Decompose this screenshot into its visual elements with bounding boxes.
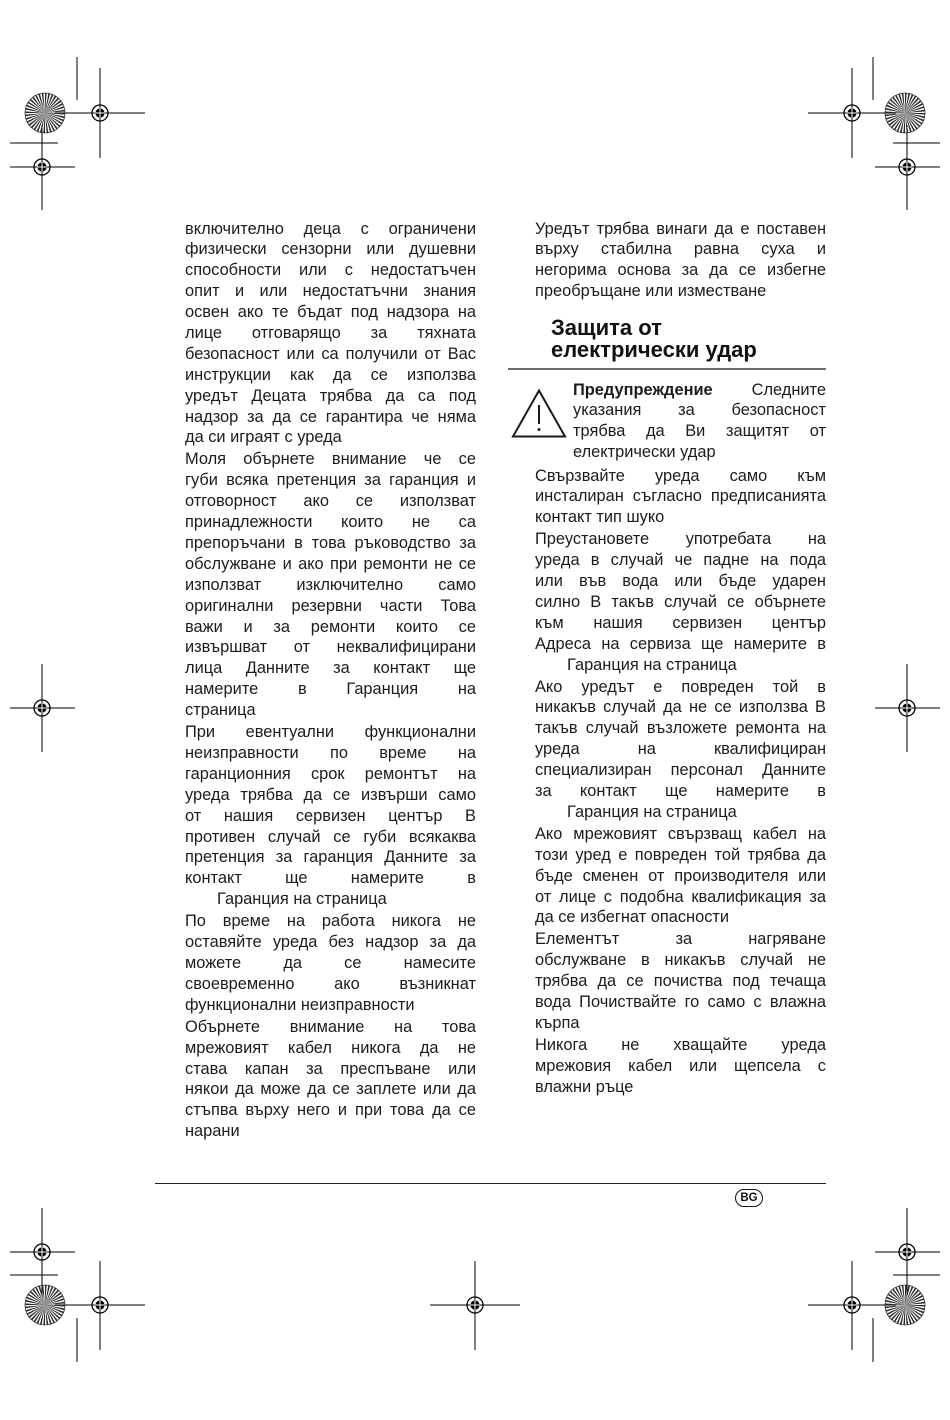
text-line: негорима основа за да се избегне (535, 261, 826, 280)
text-line: става капан за преспъване или (185, 1059, 476, 1078)
text-line: По време на работа никога не (185, 912, 476, 931)
text-line: инструкции как да се използва (185, 365, 476, 384)
text-line: електрически удар (573, 443, 716, 462)
text-line: гаранционния срок ремонтът на (185, 764, 476, 783)
text-line: от нашия сервизен център В (185, 806, 476, 825)
text-line: функционални неизправности (185, 995, 415, 1014)
warning-text: Следните (751, 380, 826, 399)
text-line: своевременно ако възникнат (185, 974, 476, 993)
sunburst-target-icon (885, 1285, 925, 1325)
registration-mark-icon (843, 104, 862, 123)
text-line: бъде сменен от производителя или (535, 866, 826, 885)
text-line: намерите в Гаранция на (185, 680, 476, 699)
paragraph-wet-hands (535, 1035, 826, 1098)
paragraph-placement (535, 219, 826, 303)
text-line: физически сензорни или душевни (185, 240, 476, 259)
paragraph-socket (535, 466, 826, 529)
text-line: безопасност или са получили от Вас (185, 344, 476, 363)
text-line: оригинални резервни части Това (185, 596, 476, 615)
registration-mark-icon (33, 158, 52, 177)
text-line: можете да се намесите (185, 953, 476, 972)
paragraph-heating-element (535, 929, 826, 1033)
warning-notice (573, 381, 826, 465)
paragraph-damaged-cable (535, 824, 826, 928)
text-line: Гаранция на страница (567, 655, 737, 674)
text-line: освен ако те бъдат под надзора на (185, 303, 476, 322)
text-line: оставяйте уреда без надзор за да (185, 933, 476, 952)
registration-mark-icon (91, 1296, 110, 1315)
text-line: влажни ръце (535, 1077, 634, 1096)
text-line: извършват от неквалифицирани (185, 638, 476, 657)
registration-mark-icon (33, 1243, 52, 1262)
text-line: стъпва върху него и при това да се (185, 1101, 476, 1120)
text-line: страница (185, 701, 256, 720)
text-line: неизправности по време на (185, 743, 476, 762)
heading-divider (508, 368, 826, 371)
paragraph-warranty-accessories (185, 449, 476, 721)
section-heading-line: електрически удар (551, 337, 757, 362)
text-line: уреда трябва да се извърши само (185, 785, 476, 804)
text-line: към нашия сервизен център (535, 613, 826, 632)
registration-mark-icon (898, 699, 917, 718)
warning-triangle-icon (511, 388, 567, 439)
paragraph-supervision (185, 219, 476, 449)
text-line: или във вода или бъде ударен (535, 572, 826, 591)
text-line: указания за безопасност (573, 401, 826, 420)
text-line: уреда на квалифициран (535, 740, 826, 759)
text-line: този уред е повреден той трябва да (535, 845, 826, 864)
text-line: мрежовия кабел или щепсела с (535, 1056, 826, 1075)
text-line: Гаранция на страница (567, 802, 737, 821)
warning-label: Предупреждение (573, 380, 713, 399)
text-line: Обърнете внимание на това (185, 1017, 476, 1036)
paragraph-stop-use (535, 529, 826, 675)
text-line: контакт ще намерите в (185, 869, 476, 888)
left-column (185, 220, 476, 1145)
text-line: някои да може да се заплете или да (185, 1080, 476, 1099)
text-line: уреда в случай че падне на пода (535, 551, 826, 570)
registration-mark-icon (898, 1243, 917, 1262)
text-line: силно В такъв случай се обърнете (535, 592, 826, 611)
registration-mark-icon (91, 104, 110, 123)
footer-divider (155, 1183, 826, 1184)
text-line: използват изключително само (185, 575, 476, 594)
text-line: никакъв случай да не се използва В (535, 698, 826, 717)
text-line: включително деца с ограничени (185, 219, 476, 238)
paragraph-unattended (185, 911, 476, 1015)
text-line: кърпа (535, 1014, 580, 1033)
text-line: надзор за да се гарантира че няма (185, 407, 476, 426)
text-line: трябва да Ви защитят от (573, 422, 826, 441)
text-line: да се избегнат опасности (535, 908, 730, 927)
text-line: лица Данните за контакт ще (185, 659, 476, 678)
text-line: противен случай се губи всякаква (185, 827, 476, 846)
registration-mark-icon (898, 158, 917, 177)
text-line: уредът Децата трябва да са под (185, 386, 476, 405)
text-line: губи всяка претенция за гаранция и (185, 471, 476, 490)
text-line: При евентуални функционални (185, 723, 476, 742)
text-line: обслужване и ако при ремонти не се (185, 554, 476, 573)
right-column-intro (535, 220, 826, 305)
text-line: нарани (185, 1122, 240, 1141)
text-line: Елементът за нагряване (535, 930, 826, 949)
sunburst-target-icon (25, 1285, 65, 1325)
text-line: способности или с недостатъчен (185, 261, 476, 280)
text-line: контакт тип шуко (535, 508, 665, 527)
sunburst-target-icon (885, 93, 925, 133)
text-line: Уредът трябва винаги да е поставен (535, 219, 826, 238)
text-line: препоръчани в това ръководство за (185, 533, 476, 552)
paragraph-damaged-device (535, 677, 826, 823)
text-line: Гаранция на страница (217, 890, 387, 909)
text-line: от лице с подобна квалификация за (535, 887, 826, 906)
text-line: обслужване в никакъв случай не (535, 951, 826, 970)
text-line: Никога не хващайте уреда (535, 1036, 826, 1055)
registration-mark-icon (33, 699, 52, 718)
text-line: преобръщане или изместване (535, 282, 767, 301)
text-line: Свързвайте уреда само към (535, 466, 826, 485)
text-line: Адреса на сервиза ще намерите в (535, 634, 826, 653)
text-line: специализиран персонал Данните (535, 761, 826, 780)
section-heading (551, 317, 826, 361)
text-line: мрежовият кабел никога да не (185, 1038, 476, 1057)
paragraph-malfunctions (185, 722, 476, 910)
text-line: инсталиран съгласно предписанията (535, 487, 826, 506)
sunburst-target-icon (25, 93, 65, 133)
text-line: вода Почиствайте го само с влажна (535, 993, 826, 1012)
section-heading-line: Защита от (551, 315, 662, 340)
text-line: принадлежности които не са (185, 513, 476, 532)
text-line: върху стабилна равна суха и (535, 240, 826, 259)
language-badge: BG (735, 1189, 763, 1207)
right-column-safety-list (535, 467, 826, 1100)
text-line: да си играят с уреда (185, 428, 342, 447)
text-line: Ако уредът е повреден той в (535, 677, 826, 696)
text-line: Преустановете употребата на (535, 530, 826, 549)
text-line: претенция за гаранция Данните за (185, 848, 476, 867)
text-line: Ако мрежовият свързващ кабел на (535, 824, 826, 843)
text-line: Моля обърнете внимание че се (185, 450, 476, 469)
text-line: важи и за ремонти които се (185, 617, 476, 636)
text-line: опит и или недостатъчни знания (185, 282, 476, 301)
text-line: такъв случай възложете ремонта на (535, 719, 826, 738)
text-line: за контакт ще намерите в (535, 782, 826, 801)
paragraph-power-cable (185, 1017, 476, 1142)
text-line: отговорност ако се използват (185, 492, 476, 511)
text-line: лице отговарящо за тяхната (185, 323, 476, 342)
registration-mark-icon (843, 1296, 862, 1315)
text-line: трябва да се почиства под течаща (535, 972, 826, 991)
registration-mark-icon (466, 1296, 485, 1315)
warning-first-line (573, 380, 826, 401)
